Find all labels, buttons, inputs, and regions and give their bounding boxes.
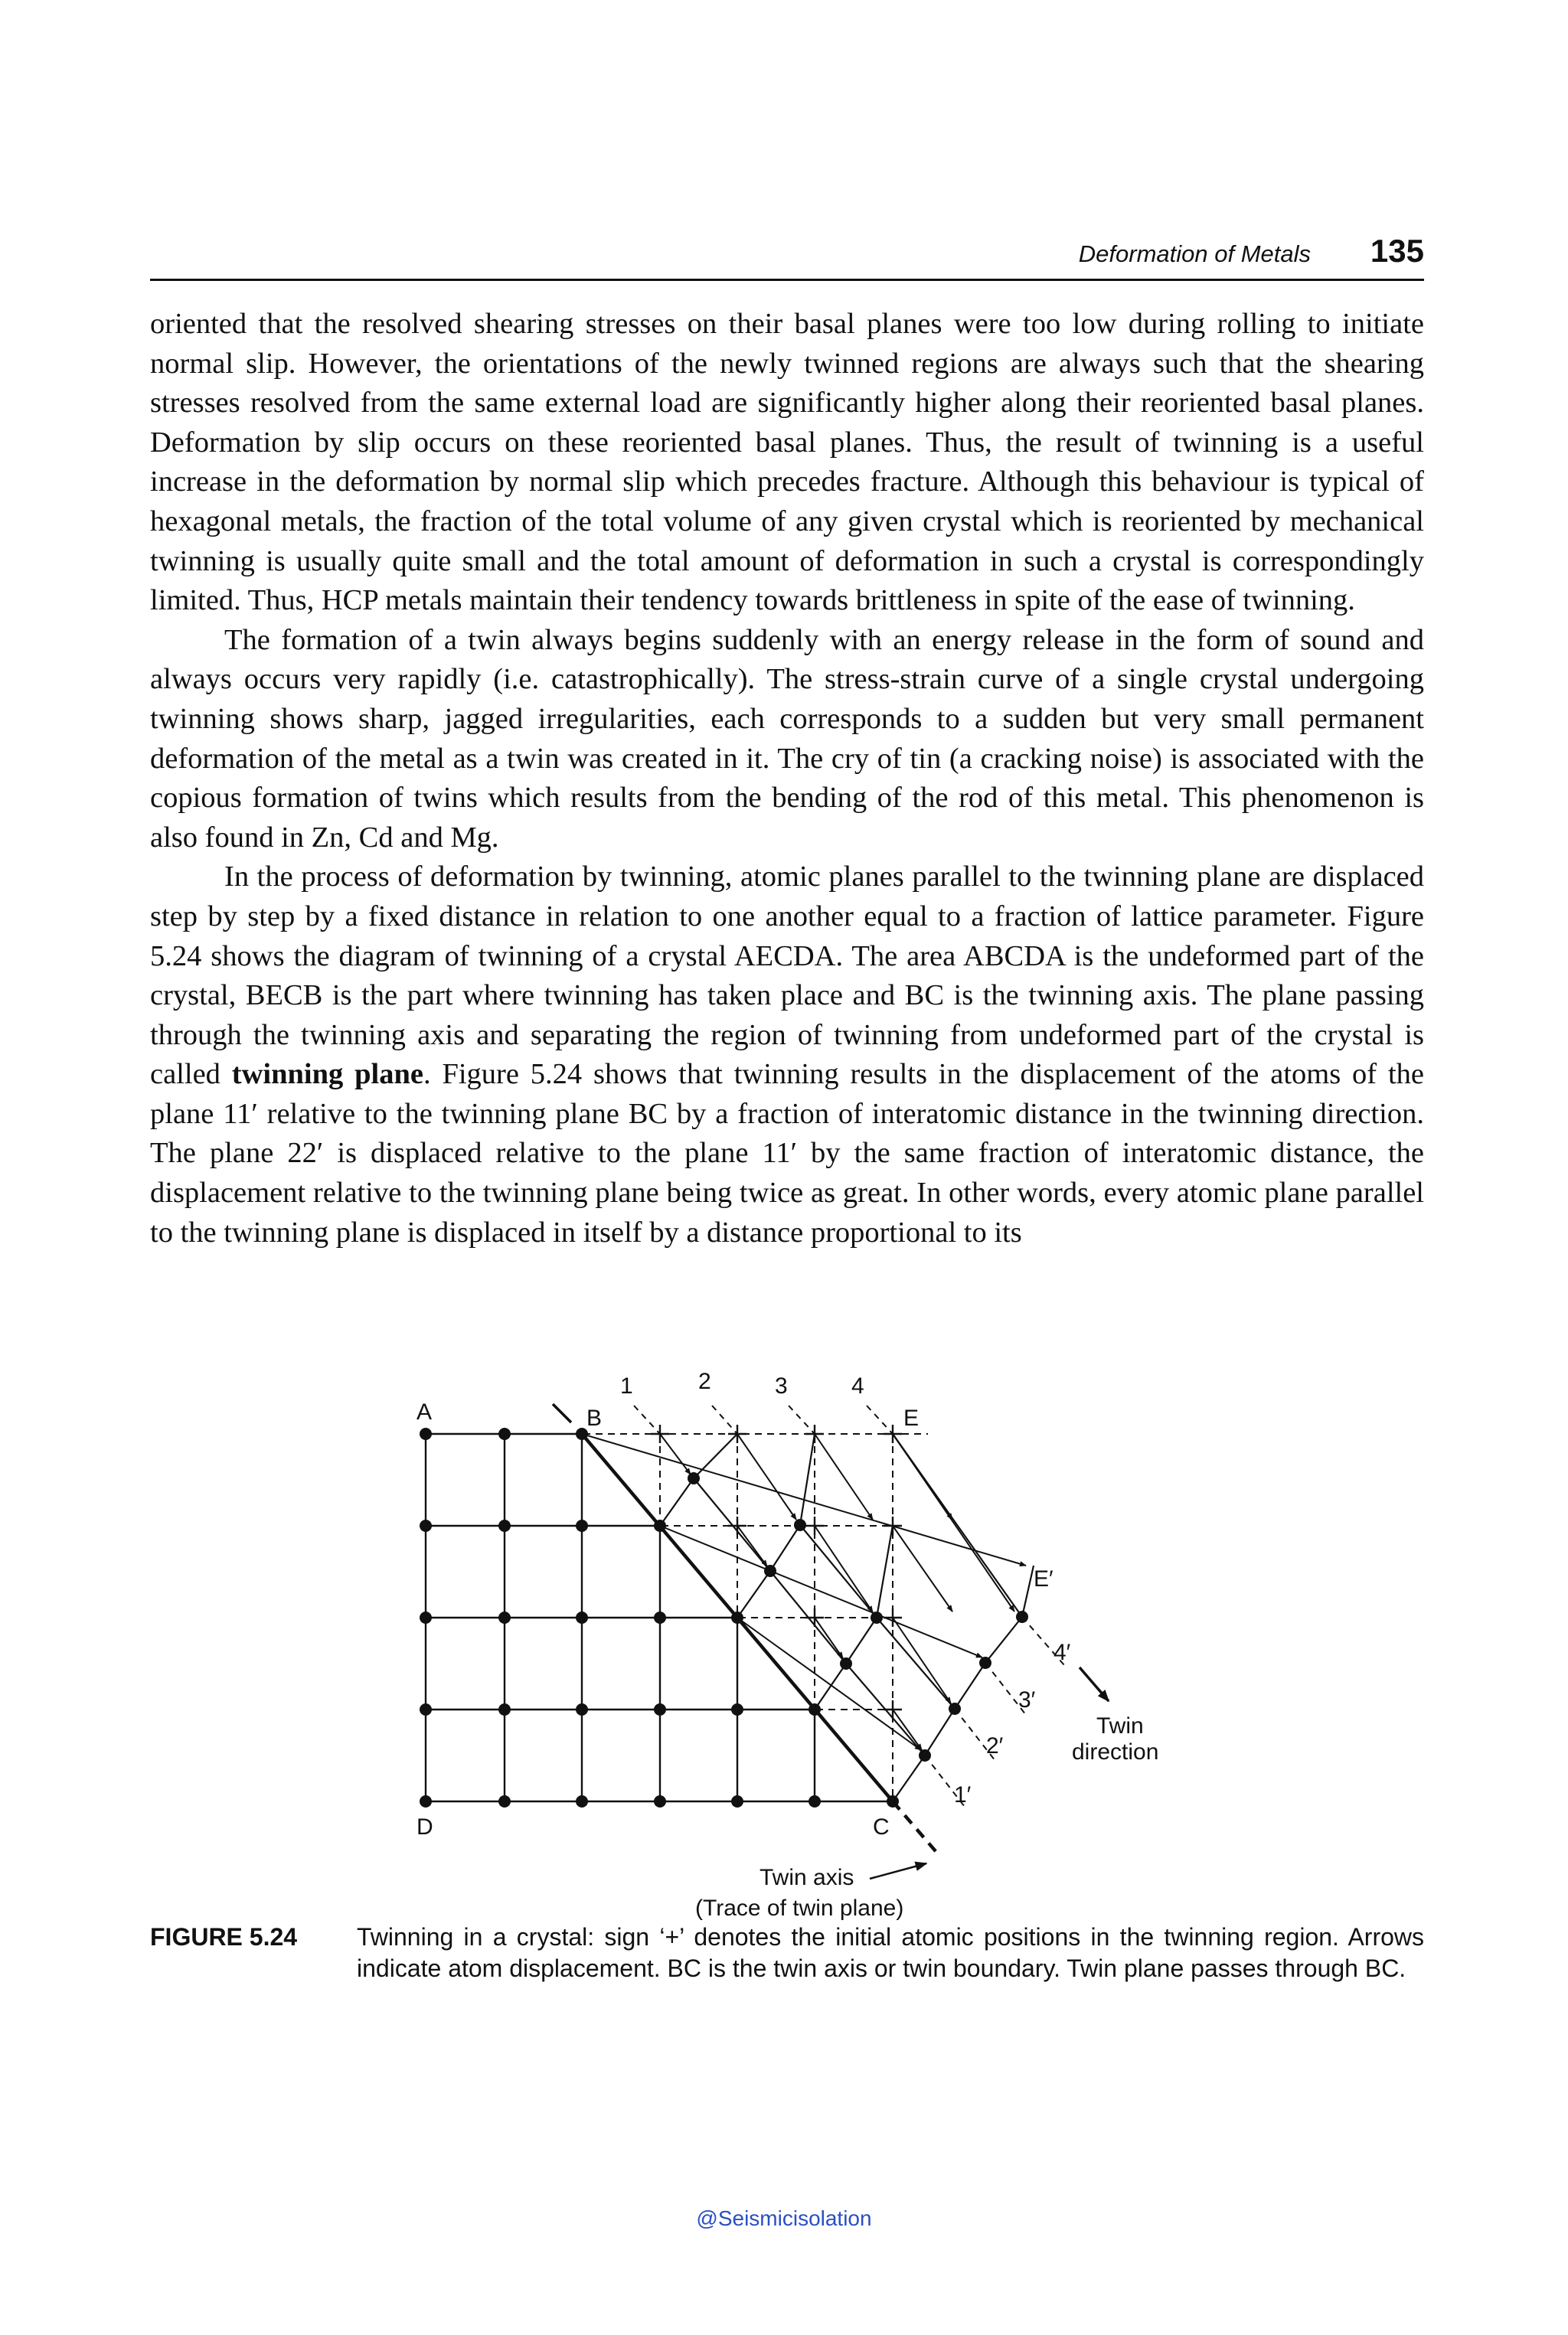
body-text: [150, 305, 1424, 1252]
label-plane-2: 2: [698, 1369, 711, 1394]
twin-axis-pointer-arrow: [870, 1863, 926, 1879]
figure-twinning-diagram: [0, 1363, 1568, 1929]
twin-axis-extension: [893, 1801, 940, 1857]
label-twin-direction-2: direction: [1072, 1739, 1159, 1765]
label-c: C: [873, 1814, 890, 1840]
caption-text: Twinning in a crystal: sign ‘+’ denotes the initial atomic positions in the twinning region. Arrows indicate atom displacement. BC is the twin axis or twin boundary. Twin plane passes through BC.: [357, 1923, 1424, 1982]
label-plane-2-prime: 2′: [986, 1733, 1004, 1759]
figure-caption: [150, 1922, 1424, 1984]
paragraph-1: oriented that the resolved shearing stresses on their basal planes were too low during rolling to initiate normal slip. However, the orientations of the newly twinned regions are always such that the shearing stresses resolved from the same external load are significantly higher along their reoriented basal planes. Deformation by slip occurs on these reoriented basal planes. Thus, the result of twinning is a useful increase in the deformation by normal slip which precedes fracture. Although this behaviour is typical of hexagonal metals, the fraction of the total volume of any given crystal which is reoriented by mechanical twinning is usually quite small and the total amount of deformation in such a crystal is correspondingly limited. Thus, HCP metals maintain their tendency towards brittleness in spite of the ease of twinning.: [150, 308, 1424, 617]
label-plane-1: 1: [620, 1373, 633, 1399]
label-a: A: [416, 1399, 433, 1425]
page-header: [150, 230, 1424, 281]
initial-position-plus-signs: [651, 1425, 902, 1719]
label-twin-direction-1: Twin: [1096, 1713, 1144, 1739]
label-twin-axis-1: Twin axis: [760, 1865, 854, 1890]
paragraph-2: The formation of a twin always begins suddenly with an energy release in the form of sound and always occurs very rapidly (i.e. catastrophically). The stress-strain curve of a single crystal undergoing twinning shows sharp, jagged irregularities, each corresponds to a sudden but very small permanent deformation of the metal as a twin was created in it. The cry of tin (a cracking noise) is associated with the copious formation of twins which results from the bending of the rod of this metal. This phenomenon is also found in Zn, Cd and Mg.: [150, 623, 1424, 854]
label-plane-4: 4: [851, 1373, 864, 1399]
twin-direction-arrow: [1080, 1667, 1109, 1701]
label-b: B: [586, 1406, 603, 1431]
twin-axis-extension-top: [553, 1404, 571, 1422]
page-number: 135: [1370, 233, 1424, 269]
running-title: Deformation of Metals: [1078, 240, 1311, 267]
paragraph-3: [150, 857, 1424, 1252]
label-plane-4-prime: 4′: [1054, 1640, 1071, 1665]
label-twin-axis-2: (Trace of twin plane): [695, 1896, 904, 1921]
label-plane-1-prime: 1′: [954, 1782, 972, 1808]
twinning-plane-term: twinning plane: [231, 1058, 423, 1091]
paragraph-3-part-2: . Figure 5.24 shows that twinning results in the displacement of the atoms of the plane 11′ relative to the twinning plane BC by a fraction of interatomic distance in the twinning direction. The plane 22′ is displaced relative to the plane 11′ by the same fraction of interatomic distance, the displacement relative to the twinning plane being twice as great. In other words, every atomic plane parallel to the twinning plane is displaced in itself by a distance proportional to its: [150, 1058, 1424, 1249]
label-plane-3-prime: 3′: [1018, 1687, 1036, 1713]
label-d: D: [416, 1814, 433, 1840]
label-plane-3: 3: [775, 1373, 788, 1399]
caption-label: FIGURE 5.24: [150, 1923, 298, 1951]
watermark: @Seismicisolation: [696, 2206, 872, 2230]
label-e: E: [903, 1406, 920, 1431]
label-e-prime: E′: [1034, 1566, 1054, 1592]
paragraph-3-part-1: In the process of deformation by twinning, atomic planes parallel to the twinning plane are displaced step by step by a fixed distance in relation to one another equal to a fraction of lattice parameter. Figure 5.24 shows the diagram of twinning of a crystal AECDA. The area ABCDA is the undeformed part of the crystal, BECB is the part where twinning has taken place and BC is the twinning axis. The plane passing through the twinning axis and separating the region of twinning from undeformed part of the crystal is called: [150, 861, 1424, 1091]
twinning-diagram-svg: [0, 1363, 1568, 1929]
